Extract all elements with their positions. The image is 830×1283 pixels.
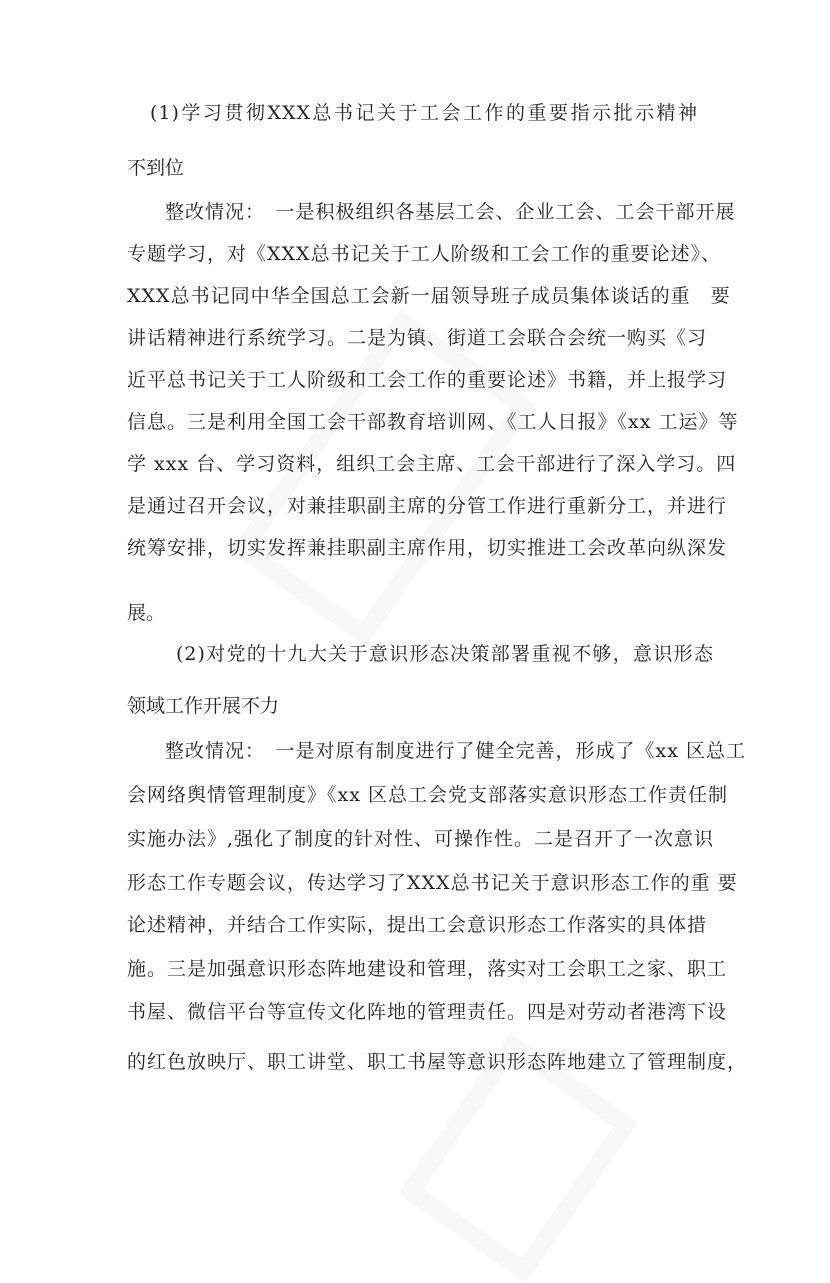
paragraph-line: 信息。三是利用全国工会干部教育培训网、《工人日报》《xx 工运》等 (127, 411, 739, 433)
paragraph-line: 整改情况： 一是对原有制度进行了健全完善，形成了《xx 区总工 (165, 740, 746, 762)
paragraph-line: 统筹安排，切实发挥兼挂职副主席作用，切实推进工会改革向纵深发 (127, 537, 728, 559)
paragraph-line: 形态工作专题会议，传达学习了XXX总书记关于意识形态工作的重 要 (127, 872, 738, 894)
paragraph-line: 学 xxx 台、学习资料，组织工会主席、工会干部进行了深入学习。四 (127, 453, 737, 475)
paragraph-line: 的红色放映厅、职工讲堂、职工书屋等意识形态阵地建立了管理制度， (127, 1051, 748, 1073)
paragraph-line: 施。三是加强意识形态阵地建设和管理，落实对工会职工之家、职工 (127, 958, 728, 980)
paragraph-line: 近平总书记关于工人阶级和工会工作的重要论述》书籍，并上报学习 (127, 369, 728, 391)
section-heading-2: (2)对党的十九大关于意识形态决策部署重视不够，意识形态 (176, 643, 714, 665)
section-heading-2-cont: 领域工作开展不力 (127, 695, 280, 717)
paragraph-line: XXX总书记同中华全国总工会新一届领导班子成员集体谈话的重 要 (127, 285, 731, 307)
paragraph-line: 专题学习，对《XXX总书记关于工人阶级和工会工作的重要论述》、 (127, 243, 722, 265)
paragraph-line: 会网络舆情管理制度》《xx 区总工会党支部落实意识形态工作责任制 (127, 784, 728, 806)
paragraph-line: 论述精神，并结合工作实际，提出工会意识形态工作落实的具体措 (127, 914, 708, 936)
paragraph-line: 是通过召开会议，对兼挂职副主席的分管工作进行重新分工，并进行 (127, 495, 728, 517)
section-heading-1-cont: 不到位 (127, 157, 185, 179)
paragraph-line: 整改情况： 一是积极组织各基层工会、企业工会、工会干部开展 (165, 201, 736, 223)
paragraph-line: 书屋、微信平台等宣传文化阵地的管理责任。四是对劳动者港湾下设 (127, 1001, 728, 1023)
paragraph-line: 讲话精神进行系统学习。二是为镇、街道工会联合会统一购买《习 (127, 327, 708, 349)
paragraph-line: 展。 (127, 602, 166, 624)
paragraph-line: 实施办法》,强化了制度的针对性、可操作性。二是召开了一次意识 (127, 828, 715, 850)
watermark (230, 309, 536, 647)
section-heading-1: (1)学习贯彻XXX总书记关于工会工作的重要指示批示精神 (150, 102, 698, 124)
